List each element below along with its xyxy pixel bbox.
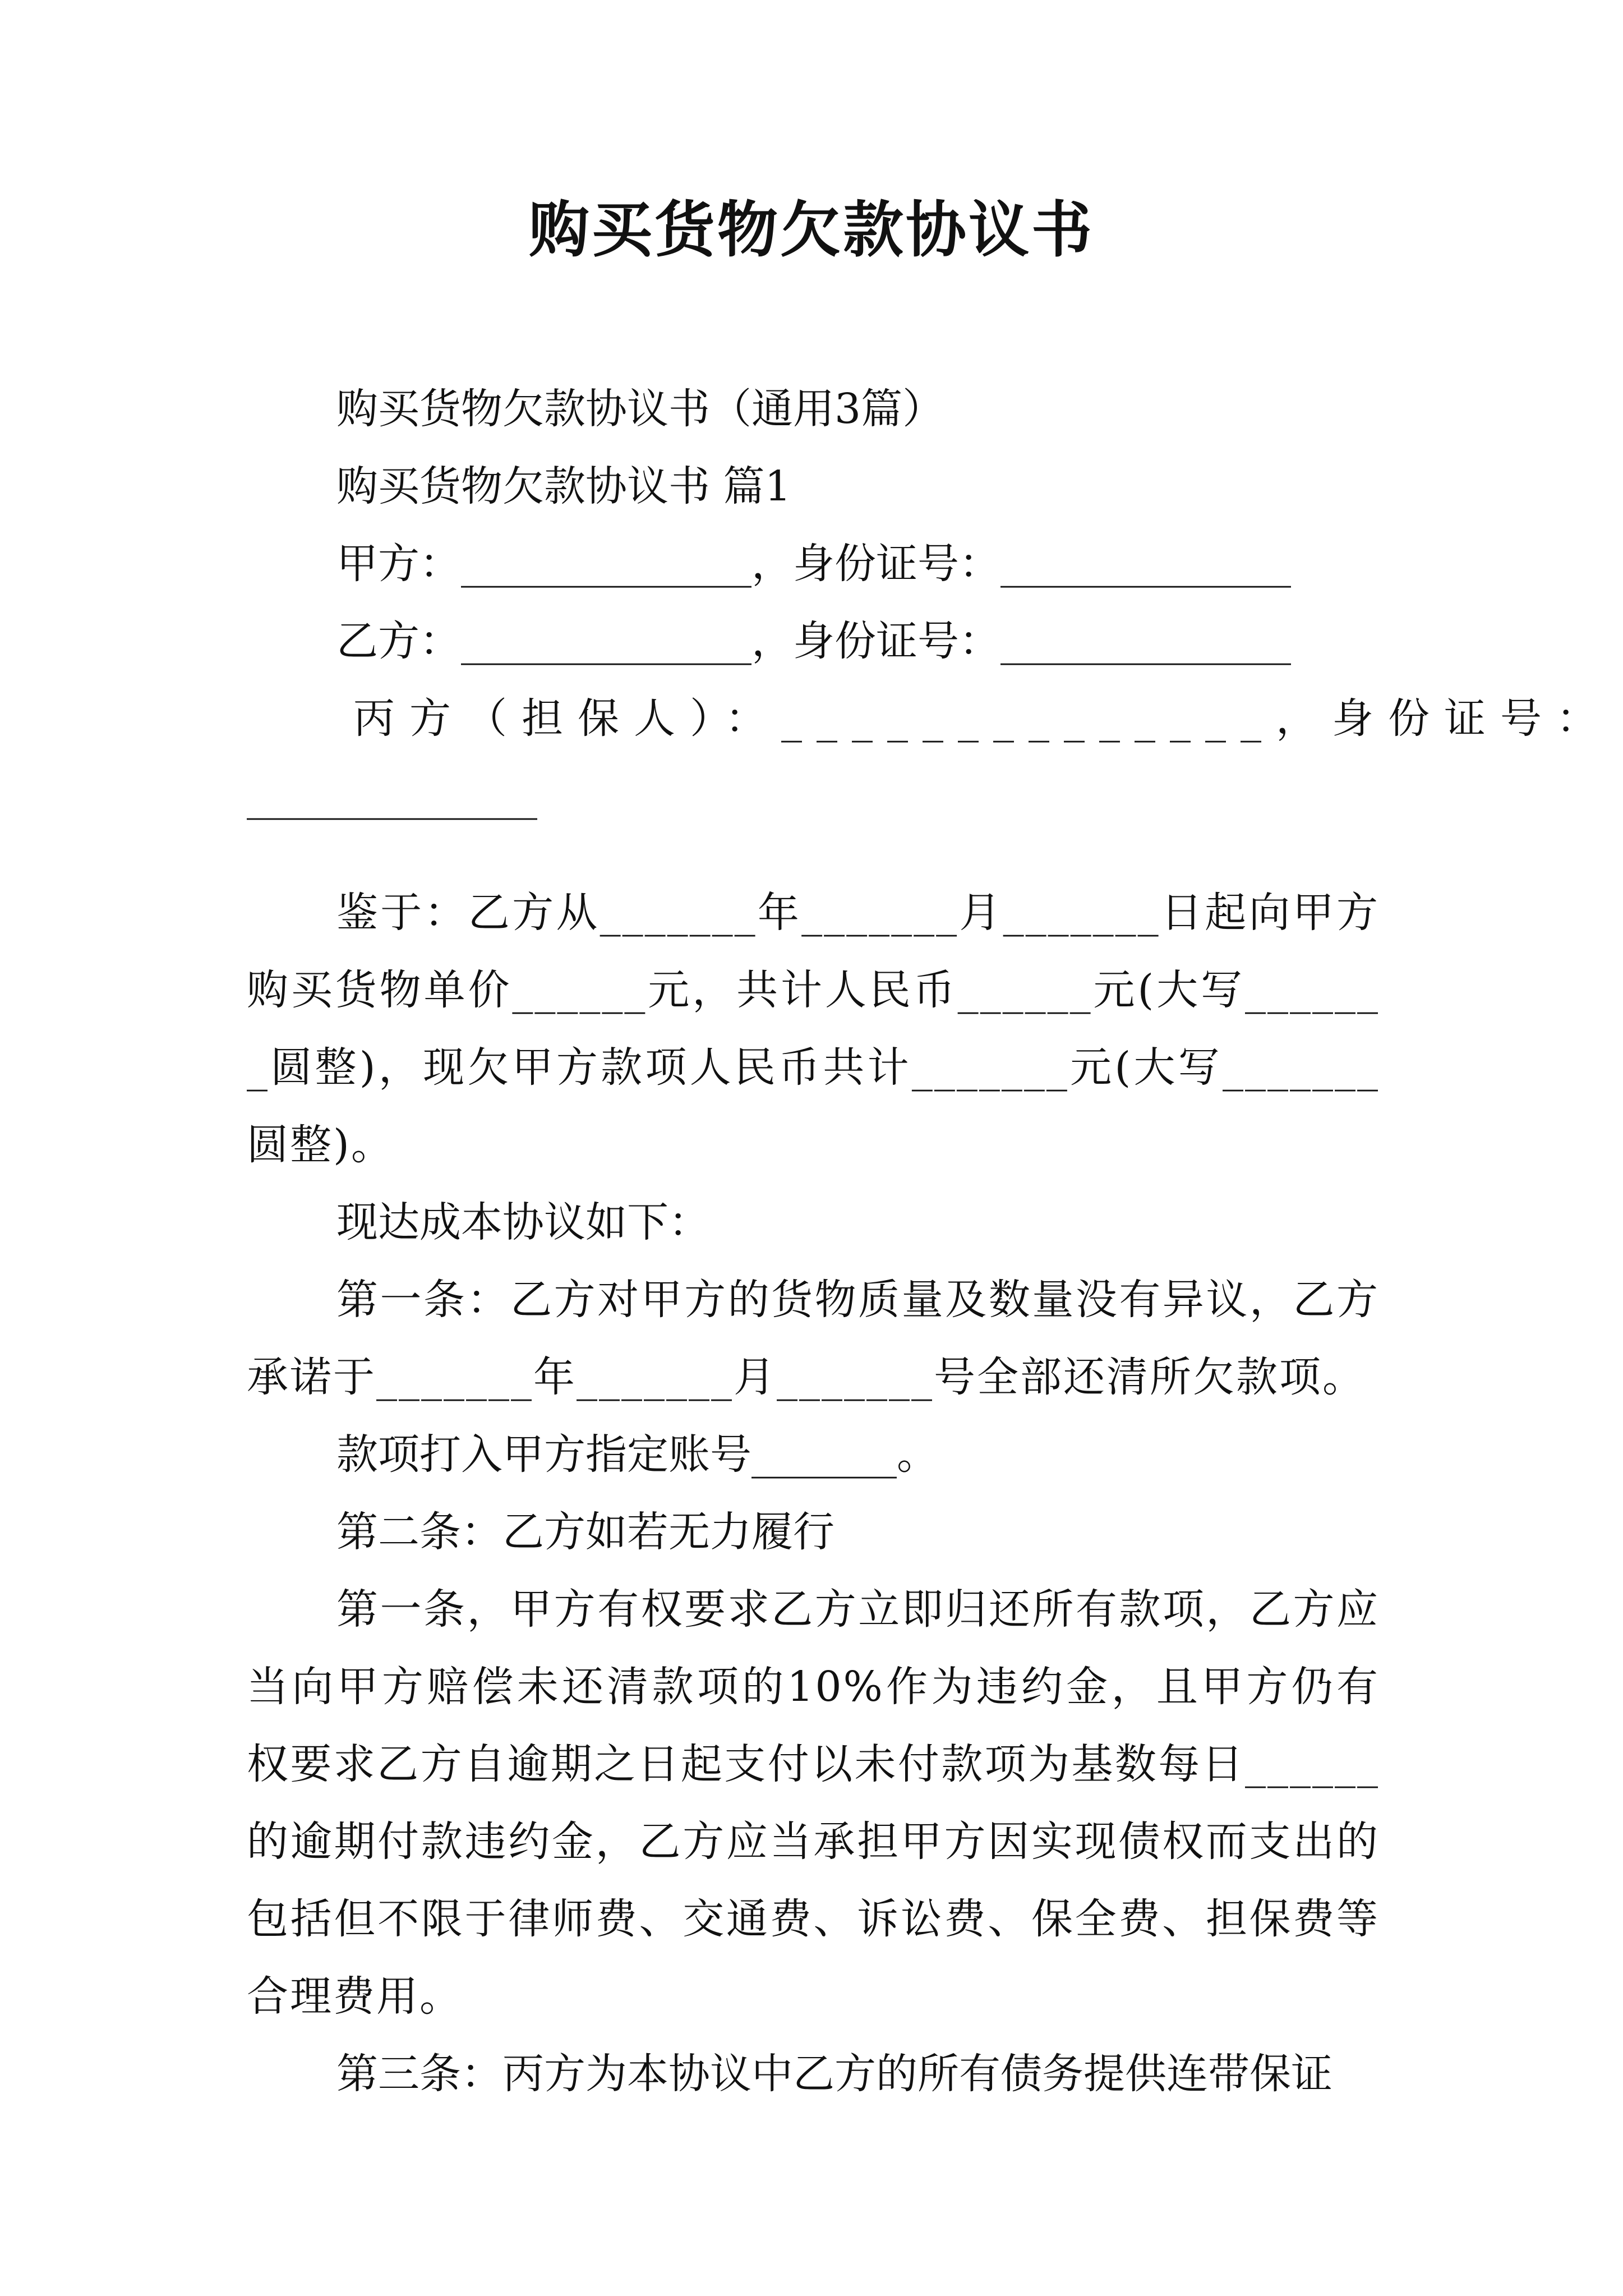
paragraph-party-a: 甲方：______________，身份证号：______________ <box>336 540 1291 588</box>
paragraph-gap <box>247 835 1380 874</box>
document-title: 购买货物欠款协议书 <box>528 195 1094 265</box>
paragraph-party-c-id-blank: ______________ <box>247 772 537 820</box>
paragraph-article-3: 第三条：丙方为本协议中乙方的所有债务提供连带保证 <box>336 2050 1332 2098</box>
paragraph-article-1: 第一条：乙方对甲方的货物质量及数量没有异议，乙方承诺于_______年_______月_______号全部还清所欠款项。 <box>247 1276 1380 1401</box>
paragraph-whereas: 鉴于：乙方从_______年_______月_______日起向甲方购买货物单价______元，共计人民币______元(大写_______圆整)，现欠甲方款项人民币共计_______元(大写_______圆整)。 <box>247 889 1380 1169</box>
paragraph-article-2-detail: 第一条，甲方有权要求乙方立即归还所有款项，乙方应当向甲方赔偿未还清款项的10%作为违约金，且甲方仍有权要求乙方自逾期之日起支付以未付款项为基数每日______的逾期付款违约金，乙方应当承担甲方因实现债权而支出的包括但不限于律师费、交通费、诉讼费、保全费、担保费等合理费用。 <box>247 1585 1380 2021</box>
document-body <box>247 370 1612 2113</box>
paragraph-agreement-intro: 现达成本协议如下： <box>336 1198 710 1246</box>
paragraph-section-heading: 购买货物欠款协议书 篇1 <box>336 462 791 510</box>
paragraph-party-b: 乙方：______________，身份证号：______________ <box>336 617 1291 665</box>
paragraph-account: 款项打入甲方指定账号_______。 <box>336 1430 938 1479</box>
paragraph-article-2: 第二条：乙方如若无力履行 <box>336 1508 834 1556</box>
paragraph-subtitle: 购买货物欠款协议书（通用3篇） <box>336 385 944 433</box>
paragraph-party-c: 丙方（担保人）：______________，身份证号： <box>353 694 1612 743</box>
